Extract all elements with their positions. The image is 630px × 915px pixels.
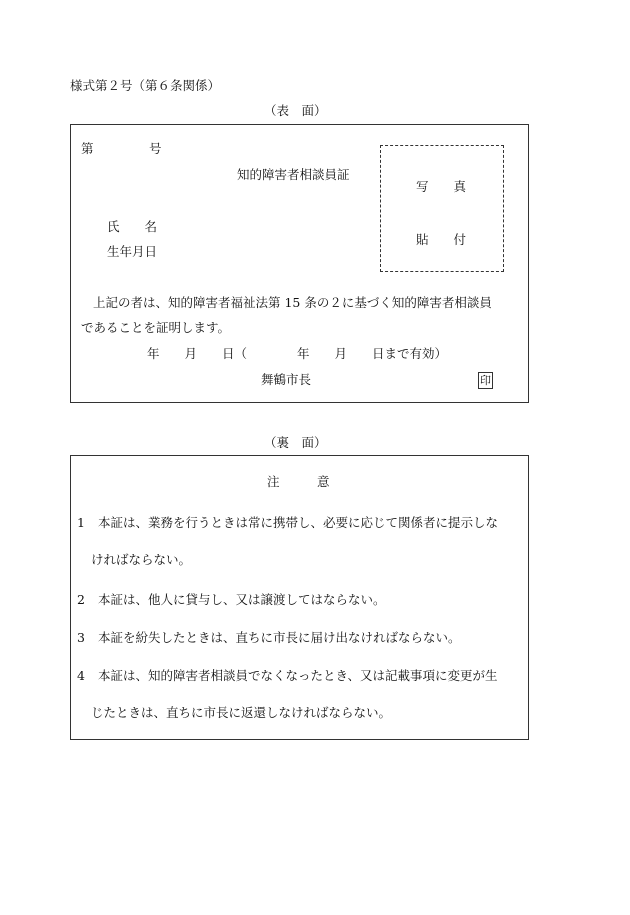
item-4-number: 4 <box>77 668 85 683</box>
number-prefix: 第 <box>81 141 94 156</box>
item-2-number: 2 <box>77 592 85 607</box>
front-card <box>70 124 529 403</box>
item-1-line1: 本証は、業務を行うときは常に携帯し、必要に応じて関係者に提示しな <box>98 515 499 530</box>
validity-date-line: 年 月 日（ 年 月 日まで有効） <box>147 346 448 361</box>
number-suffix: 号 <box>149 141 162 156</box>
photo-area <box>380 145 504 272</box>
form-title: 様式第２号（第６条関係） <box>70 78 221 93</box>
back-card <box>70 455 529 740</box>
card-title: 知的障害者相談員証 <box>237 167 350 182</box>
photo-line2: 貼 付 <box>416 232 467 247</box>
item-1-line2: ければならない。 <box>91 552 192 567</box>
seal-mark: 印 <box>480 374 491 387</box>
item-1-number: 1 <box>77 515 85 530</box>
item-2-line1: 本証は、他人に貸与し、又は譲渡してはならない。 <box>98 592 386 607</box>
issuer-name: 舞鶴市長 <box>261 372 312 387</box>
item-4-line1: 本証は、知的障害者相談員でなくなったとき、又は記載事項に変更が生 <box>98 668 498 683</box>
item-3-number: 3 <box>77 630 85 645</box>
notice-title: 注 意 <box>267 474 330 489</box>
name-label: 氏 名 <box>107 219 158 234</box>
front-heading: （表 面） <box>264 103 327 118</box>
certification-line1: 上記の者は、知的障害者福祉法第 15 条の２に基づく知的障害者相談員 <box>93 295 492 310</box>
item-4-line2: じたときは、直ちに市長に返還しなければならない。 <box>91 705 392 720</box>
photo-line1: 写 真 <box>416 179 467 194</box>
back-heading: （裏 面） <box>264 435 327 450</box>
birth-label: 生年月日 <box>107 244 158 259</box>
certification-line2: であることを証明します。 <box>81 320 231 335</box>
item-3-line1: 本証を紛失したときは、直ちに市長に届け出なければならない。 <box>98 630 461 645</box>
